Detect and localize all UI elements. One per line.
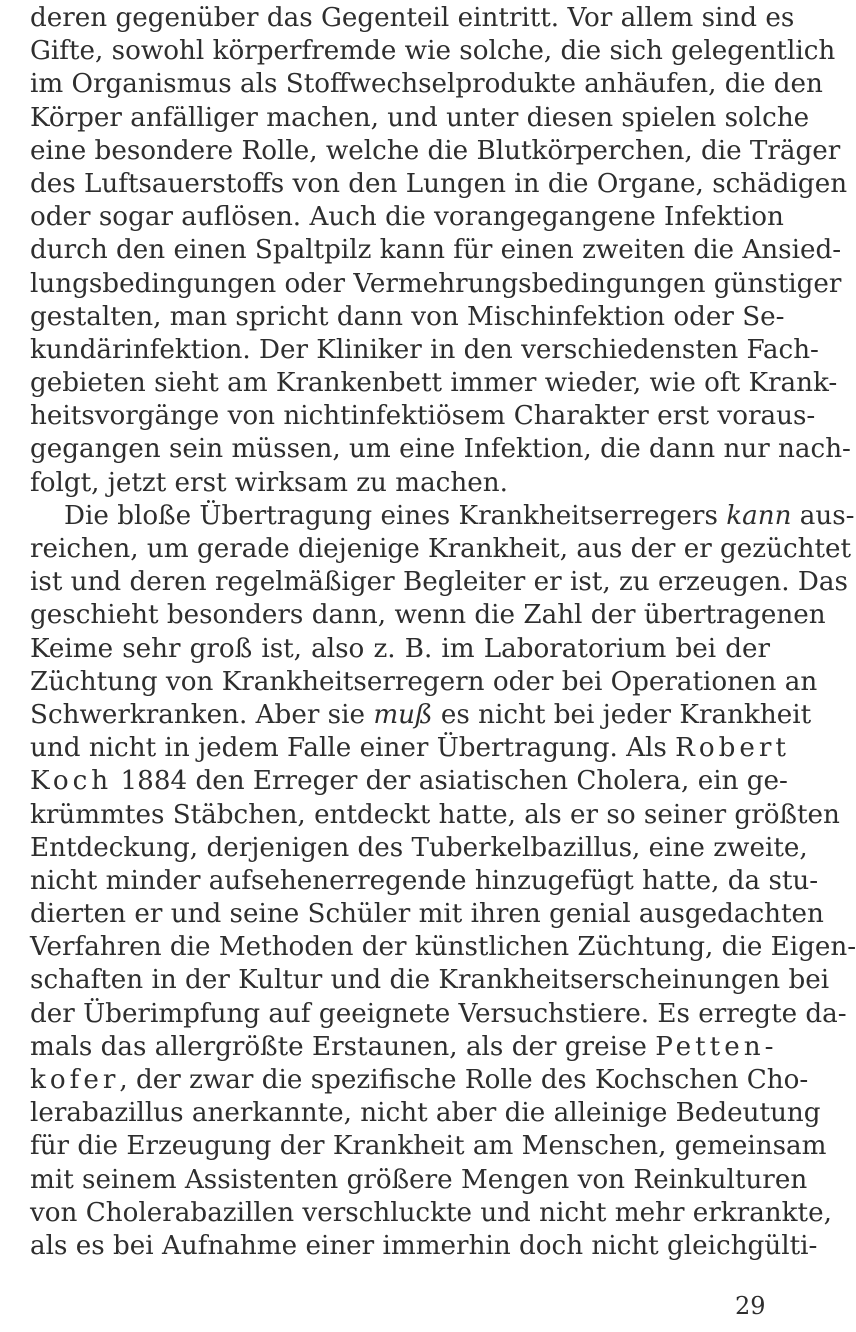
text-line: folgt, jetzt erst wirksam zu machen. — [30, 467, 508, 498]
text-line: krümmtes Stäbchen, entdeckt hatte, als er so seiner größten — [30, 799, 840, 830]
text-line: gestalten, man spricht dann von Mischinfektion oder Se- — [30, 301, 785, 332]
text-run: aus- — [791, 500, 855, 531]
spaced-name: Koch — [30, 766, 113, 797]
text-line: eine besondere Rolle, welche die Blutkörperchen, die Träger — [30, 135, 841, 166]
page-number: 29 — [735, 1292, 766, 1320]
text-run: Die bloße Übertragung eines Krankheitserregers — [64, 500, 727, 531]
text-line — [30, 1031, 778, 1064]
text-line: deren gegenüber das Gegenteil eintritt. Vor allem sind es — [30, 3, 795, 33]
text-line: geschieht besonders dann, wenn die Zahl der übertragenen — [30, 600, 826, 631]
text-line — [30, 765, 788, 798]
emphasis: kann — [726, 500, 792, 531]
text-line: als es bei Aufnahme einer immerhin doch nicht gleichgülti- — [30, 1230, 818, 1261]
text-line: oder sogar auflösen. Auch die vorangegangene Infektion — [30, 202, 784, 233]
text-line: nicht minder aufsehenerregende hinzugefügt hatte, da stu- — [30, 865, 819, 896]
text-line: gegangen sein müssen, um eine Infektion, die dann nur nach- — [30, 434, 851, 465]
text-line: im Organismus als Stoffwechselprodukte anhäufen, die den — [30, 69, 823, 100]
emphasis: muß — [373, 699, 433, 730]
text-line — [30, 699, 812, 732]
text-line — [30, 1064, 809, 1097]
spaced-name: Robert — [675, 733, 790, 764]
body-text — [30, 2, 856, 1263]
text-line: Verfahren die Methoden der künstlichen Züchtung, die Eigen- — [30, 932, 856, 963]
text-line: mit seinem Assistenten größere Mengen von Reinkulturen — [30, 1164, 808, 1195]
text-line: durch den einen Spaltpilz kann für einen zweiten die Ansied- — [30, 235, 842, 266]
text-line: reichen, um gerade diejenige Krankheit, aus der er gezüchtet — [30, 534, 852, 564]
text-line: der Überimpfung auf geeignete Versuchstiere. Es erregte da- — [30, 998, 847, 1029]
spaced-name: kofer — [30, 1065, 120, 1095]
text-line: lerabazillus anerkannte, nicht aber die alleinige Bedeutung — [30, 1098, 821, 1129]
text-run: und nicht in jedem Falle einer Übertragung. Als — [30, 733, 676, 764]
text-line: des Luftsauerstoffs von den Lungen in die Organe, schädigen — [30, 168, 848, 199]
text-line: Gifte, sowohl körperfremde wie solche, die sich gelegentlich — [30, 36, 836, 67]
text-run: Schwerkranken. Aber sie — [30, 699, 374, 730]
text-line: Keime sehr groß ist, also z. B. im Laboratorium bei der — [30, 633, 770, 664]
text-line: für die Erzeugung der Krankheit am Menschen, gemeinsam — [30, 1131, 827, 1162]
text-line: von Cholerabazillen verschluckte und nicht mehr erkrankte, — [30, 1197, 832, 1228]
text-line — [30, 500, 855, 533]
text-line: gebieten sieht am Krankenbett immer wieder, wie oft Krank- — [30, 368, 838, 399]
text-line: Züchtung von Krankheitserregern oder bei Operationen an — [30, 666, 818, 697]
text-run: 1884 den Erreger der asiatischen Cholera, ein ge- — [112, 766, 788, 797]
text-line: heitsvorgänge von nichtinfektiösem Charakter erst voraus- — [30, 401, 816, 432]
text-run: , der zwar die spezifische Rolle des Kochschen Cho- — [119, 1065, 809, 1095]
text-line — [30, 732, 790, 765]
text-run: es nicht bei jeder Krankheit — [432, 699, 812, 730]
text-line: lungsbedingungen oder Vermehrungsbedingungen günstiger — [30, 268, 842, 299]
text-line: dierten er und seine Schüler mit ihren genial ausgedachten — [30, 899, 824, 930]
text-line: schaften in der Kultur und die Krankheitserscheinungen bei — [30, 965, 830, 996]
text-run: mals das allergrößte Erstaunen, als der greise — [30, 1031, 656, 1062]
text-line: kundärinfektion. Der Kliniker in den verschiedensten Fach- — [30, 334, 819, 365]
text-line: ist und deren regelmäßiger Begleiter er ist, zu erzeugen. Das — [30, 567, 848, 598]
text-line: Entdeckung, derjenigen des Tuberkelbazillus, eine zweite, — [30, 832, 808, 863]
spaced-name: Petten- — [655, 1031, 778, 1062]
text-line: Körper anfälliger machen, und unter diesen spielen solche — [30, 102, 810, 133]
